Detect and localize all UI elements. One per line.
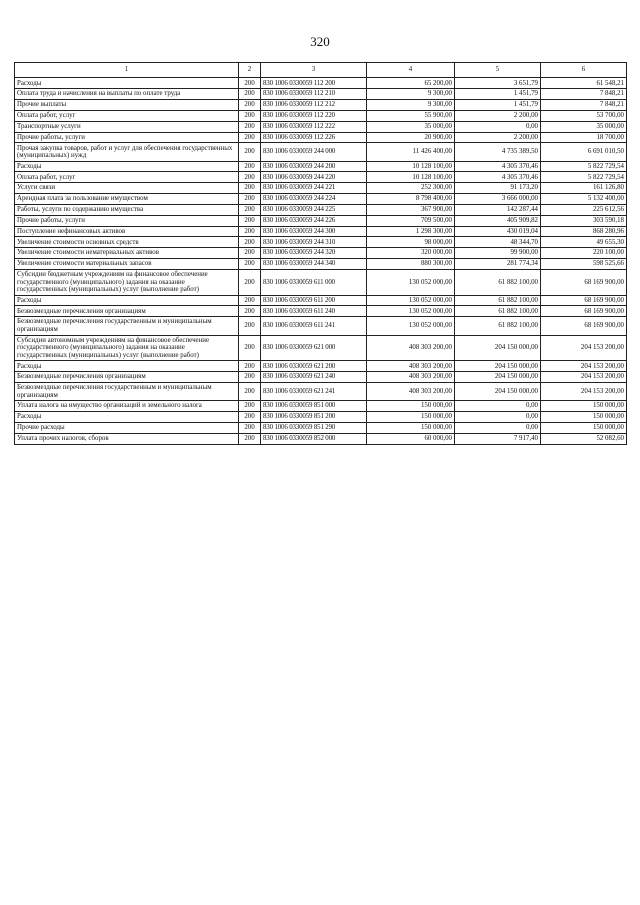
unexecuted-amount-cell: 204 153 200,00 [541, 382, 627, 400]
line-code-cell: 200 [239, 317, 261, 335]
approved-amount-cell: 10 128 100,00 [367, 172, 455, 183]
table-row [15, 194, 627, 205]
table-row [15, 248, 627, 259]
executed-amount-cell: 0,00 [455, 121, 541, 132]
row-name-cell: Субсидии бюджетным учреждениям на финансовое обеспечение государственного (муниципального) задания на оказание государственных (муниципальных) услуг (выполнение работ) [15, 269, 239, 295]
table-row [15, 183, 627, 194]
column-header: 5 [455, 63, 541, 78]
table-row [15, 204, 627, 215]
row-name-cell: Расходы [15, 78, 239, 89]
line-code-cell: 200 [239, 132, 261, 143]
approved-amount-cell: 60 000,00 [367, 433, 455, 444]
budget-code-cell: 830 1006 0330059 244 221 [261, 183, 367, 194]
row-name-cell: Прочая закупка товаров, работ и услуг для обеспечения государственных (муниципальных) нужд [15, 143, 239, 161]
table-row [15, 372, 627, 383]
approved-amount-cell: 408 303 200,00 [367, 361, 455, 372]
unexecuted-amount-cell: 220 100,00 [541, 248, 627, 259]
line-code-cell: 200 [239, 361, 261, 372]
unexecuted-amount-cell: 161 126,80 [541, 183, 627, 194]
line-code-cell: 200 [239, 121, 261, 132]
unexecuted-amount-cell: 204 153 200,00 [541, 372, 627, 383]
unexecuted-amount-cell: 204 153 200,00 [541, 335, 627, 361]
budget-code-cell: 830 1006 0330059 112 226 [261, 132, 367, 143]
approved-amount-cell: 130 052 000,00 [367, 306, 455, 317]
budget-code-cell: 830 1006 0330059 112 200 [261, 78, 367, 89]
table-body [15, 78, 627, 444]
unexecuted-amount-cell: 7 848,21 [541, 89, 627, 100]
unexecuted-amount-cell: 53 700,00 [541, 110, 627, 121]
row-name-cell: Увеличение стоимости материальных запасов [15, 259, 239, 270]
table-row [15, 433, 627, 444]
approved-amount-cell: 1 298 300,00 [367, 226, 455, 237]
approved-amount-cell: 150 000,00 [367, 401, 455, 412]
approved-amount-cell: 9 300,00 [367, 89, 455, 100]
line-code-cell: 200 [239, 295, 261, 306]
approved-amount-cell: 252 300,00 [367, 183, 455, 194]
unexecuted-amount-cell: 303 590,18 [541, 215, 627, 226]
unexecuted-amount-cell: 225 612,56 [541, 204, 627, 215]
table-row [15, 412, 627, 423]
budget-code-cell: 830 1006 0330059 851 000 [261, 401, 367, 412]
executed-amount-cell: 61 882 100,00 [455, 306, 541, 317]
line-code-cell: 200 [239, 372, 261, 383]
row-name-cell: Расходы [15, 295, 239, 306]
column-header: 4 [367, 63, 455, 78]
table-row [15, 89, 627, 100]
approved-amount-cell: 408 303 200,00 [367, 382, 455, 400]
executed-amount-cell: 3 666 000,00 [455, 194, 541, 205]
executed-amount-cell: 0,00 [455, 401, 541, 412]
unexecuted-amount-cell: 68 169 900,00 [541, 317, 627, 335]
line-code-cell: 200 [239, 226, 261, 237]
row-name-cell: Расходы [15, 161, 239, 172]
approved-amount-cell: 8 798 400,00 [367, 194, 455, 205]
table-row [15, 361, 627, 372]
approved-amount-cell: 408 303 200,00 [367, 335, 455, 361]
row-name-cell: Работы, услуги по содержанию имущества [15, 204, 239, 215]
unexecuted-amount-cell: 68 169 900,00 [541, 306, 627, 317]
unexecuted-amount-cell: 6 691 010,50 [541, 143, 627, 161]
row-name-cell: Оплата работ, услуг [15, 172, 239, 183]
approved-amount-cell: 65 200,00 [367, 78, 455, 89]
executed-amount-cell: 405 909,82 [455, 215, 541, 226]
line-code-cell: 200 [239, 172, 261, 183]
line-code-cell: 200 [239, 401, 261, 412]
table-row [15, 335, 627, 361]
budget-code-cell: 830 1006 0330059 112 222 [261, 121, 367, 132]
row-name-cell: Арендная плата за пользование имуществом [15, 194, 239, 205]
approved-amount-cell: 11 426 400,00 [367, 143, 455, 161]
line-code-cell: 200 [239, 78, 261, 89]
table-row [15, 401, 627, 412]
budget-code-cell: 830 1006 0330059 852 000 [261, 433, 367, 444]
table-row [15, 215, 627, 226]
unexecuted-amount-cell: 150 000,00 [541, 422, 627, 433]
approved-amount-cell: 320 000,00 [367, 248, 455, 259]
approved-amount-cell: 98 000,00 [367, 237, 455, 248]
line-code-cell: 200 [239, 183, 261, 194]
executed-amount-cell: 99 900,00 [455, 248, 541, 259]
row-name-cell: Расходы [15, 412, 239, 423]
table-row [15, 172, 627, 183]
row-name-cell: Безвозмездные перечисления государственным и муниципальным организациям [15, 317, 239, 335]
table-row [15, 226, 627, 237]
unexecuted-amount-cell: 5 822 729,54 [541, 161, 627, 172]
budget-code-cell: 830 1006 0330059 611 000 [261, 269, 367, 295]
budget-code-cell: 830 1006 0330059 244 300 [261, 226, 367, 237]
row-name-cell: Увеличение стоимости нематериальных активов [15, 248, 239, 259]
line-code-cell: 200 [239, 248, 261, 259]
row-name-cell: Оплата труда и начисления на выплаты по оплате труда [15, 89, 239, 100]
budget-code-cell: 830 1006 0330059 112 220 [261, 110, 367, 121]
row-name-cell: Субсидии автономным учреждениям на финансовое обеспечение государственного (муниципального) задания на оказание государственных (муниципальных) услуг (выполнение работ) [15, 335, 239, 361]
approved-amount-cell: 20 900,00 [367, 132, 455, 143]
executed-amount-cell: 142 287,44 [455, 204, 541, 215]
budget-code-cell: 830 1006 0330059 244 340 [261, 259, 367, 270]
budget-code-cell: 830 1006 0330059 611 200 [261, 295, 367, 306]
budget-code-cell: 830 1006 0330059 851 290 [261, 422, 367, 433]
executed-amount-cell: 2 200,00 [455, 132, 541, 143]
line-code-cell: 200 [239, 259, 261, 270]
table-row [15, 132, 627, 143]
table-row [15, 382, 627, 400]
table-row [15, 78, 627, 89]
unexecuted-amount-cell: 150 000,00 [541, 401, 627, 412]
approved-amount-cell: 150 000,00 [367, 412, 455, 423]
line-code-cell: 200 [239, 89, 261, 100]
unexecuted-amount-cell: 61 548,21 [541, 78, 627, 89]
line-code-cell: 200 [239, 110, 261, 121]
budget-code-cell: 830 1006 0330059 244 310 [261, 237, 367, 248]
line-code-cell: 200 [239, 143, 261, 161]
unexecuted-amount-cell: 150 000,00 [541, 412, 627, 423]
budget-code-cell: 830 1006 0330059 112 212 [261, 100, 367, 111]
row-name-cell: Безвозмездные перечисления организациям [15, 306, 239, 317]
budget-code-cell: 830 1006 0330059 112 210 [261, 89, 367, 100]
approved-amount-cell: 408 303 200,00 [367, 372, 455, 383]
executed-amount-cell: 1 451,79 [455, 100, 541, 111]
unexecuted-amount-cell: 7 848,21 [541, 100, 627, 111]
unexecuted-amount-cell: 598 525,66 [541, 259, 627, 270]
approved-amount-cell: 130 052 000,00 [367, 317, 455, 335]
unexecuted-amount-cell: 204 153 200,00 [541, 361, 627, 372]
executed-amount-cell: 61 882 100,00 [455, 269, 541, 295]
executed-amount-cell: 4 305 370,46 [455, 172, 541, 183]
executed-amount-cell: 204 150 000,00 [455, 361, 541, 372]
unexecuted-amount-cell: 49 655,30 [541, 237, 627, 248]
unexecuted-amount-cell: 5 822 729,54 [541, 172, 627, 183]
budget-code-cell: 830 1006 0330059 621 241 [261, 382, 367, 400]
table-row [15, 317, 627, 335]
row-name-cell: Безвозмездные перечисления государственным и муниципальным организациям [15, 382, 239, 400]
budget-execution-table [14, 62, 627, 445]
approved-amount-cell: 10 128 100,00 [367, 161, 455, 172]
executed-amount-cell: 204 150 000,00 [455, 335, 541, 361]
column-header: 2 [239, 63, 261, 78]
column-header: 1 [15, 63, 239, 78]
executed-amount-cell: 1 451,79 [455, 89, 541, 100]
table-row [15, 295, 627, 306]
table-row [15, 143, 627, 161]
budget-code-cell: 830 1006 0330059 244 320 [261, 248, 367, 259]
approved-amount-cell: 130 052 000,00 [367, 269, 455, 295]
row-name-cell: Расходы [15, 361, 239, 372]
row-name-cell: Прочие выплаты [15, 100, 239, 111]
unexecuted-amount-cell: 868 280,96 [541, 226, 627, 237]
table-row [15, 110, 627, 121]
executed-amount-cell: 281 774,34 [455, 259, 541, 270]
line-code-cell: 200 [239, 412, 261, 423]
executed-amount-cell: 4 305 370,46 [455, 161, 541, 172]
approved-amount-cell: 367 900,00 [367, 204, 455, 215]
page-number: 320 [310, 34, 330, 49]
table-row [15, 161, 627, 172]
row-name-cell: Прочие работы, услуги [15, 215, 239, 226]
row-name-cell: Поступление нефинансовых активов [15, 226, 239, 237]
line-code-cell: 200 [239, 100, 261, 111]
table-row [15, 306, 627, 317]
line-code-cell: 200 [239, 237, 261, 248]
executed-amount-cell: 61 882 100,00 [455, 295, 541, 306]
row-name-cell: Уплата налога на имущество организаций и земельного налога [15, 401, 239, 412]
approved-amount-cell: 55 900,00 [367, 110, 455, 121]
line-code-cell: 200 [239, 269, 261, 295]
table-row [15, 237, 627, 248]
budget-code-cell: 830 1006 0330059 244 225 [261, 204, 367, 215]
row-name-cell: Прочие расходы [15, 422, 239, 433]
budget-code-cell: 830 1006 0330059 244 224 [261, 194, 367, 205]
executed-amount-cell: 2 200,00 [455, 110, 541, 121]
line-code-cell: 200 [239, 161, 261, 172]
unexecuted-amount-cell: 52 082,60 [541, 433, 627, 444]
column-number-row [15, 63, 627, 78]
executed-amount-cell: 48 344,70 [455, 237, 541, 248]
table-row [15, 121, 627, 132]
approved-amount-cell: 709 500,00 [367, 215, 455, 226]
table-row [15, 100, 627, 111]
column-header: 6 [541, 63, 627, 78]
executed-amount-cell: 61 882 100,00 [455, 317, 541, 335]
budget-table-container [14, 62, 626, 445]
row-name-cell: Увеличение стоимости основных средств [15, 237, 239, 248]
executed-amount-cell: 430 019,04 [455, 226, 541, 237]
approved-amount-cell: 150 000,00 [367, 422, 455, 433]
executed-amount-cell: 4 735 389,50 [455, 143, 541, 161]
budget-code-cell: 830 1006 0330059 244 226 [261, 215, 367, 226]
budget-code-cell: 830 1006 0330059 621 240 [261, 372, 367, 383]
budget-code-cell: 830 1006 0330059 621 000 [261, 335, 367, 361]
budget-code-cell: 830 1006 0330059 244 000 [261, 143, 367, 161]
line-code-cell: 200 [239, 422, 261, 433]
budget-code-cell: 830 1006 0330059 851 200 [261, 412, 367, 423]
approved-amount-cell: 35 000,00 [367, 121, 455, 132]
executed-amount-cell: 0,00 [455, 412, 541, 423]
column-header: 3 [261, 63, 367, 78]
executed-amount-cell: 3 651,79 [455, 78, 541, 89]
budget-code-cell: 830 1006 0330059 244 220 [261, 172, 367, 183]
line-code-cell: 200 [239, 215, 261, 226]
line-code-cell: 200 [239, 204, 261, 215]
row-name-cell: Оплата работ, услуг [15, 110, 239, 121]
line-code-cell: 200 [239, 335, 261, 361]
row-name-cell: Услуги связи [15, 183, 239, 194]
budget-code-cell: 830 1006 0330059 611 240 [261, 306, 367, 317]
approved-amount-cell: 130 052 000,00 [367, 295, 455, 306]
executed-amount-cell: 7 917,40 [455, 433, 541, 444]
line-code-cell: 200 [239, 306, 261, 317]
unexecuted-amount-cell: 68 169 900,00 [541, 269, 627, 295]
executed-amount-cell: 91 173,20 [455, 183, 541, 194]
executed-amount-cell: 0,00 [455, 422, 541, 433]
line-code-cell: 200 [239, 382, 261, 400]
row-name-cell: Уплата прочих налогов, сборов [15, 433, 239, 444]
approved-amount-cell: 9 300,00 [367, 100, 455, 111]
budget-code-cell: 830 1006 0330059 611 241 [261, 317, 367, 335]
table-row [15, 269, 627, 295]
table-row [15, 422, 627, 433]
executed-amount-cell: 204 150 000,00 [455, 382, 541, 400]
approved-amount-cell: 880 300,00 [367, 259, 455, 270]
unexecuted-amount-cell: 35 000,00 [541, 121, 627, 132]
budget-code-cell: 830 1006 0330059 244 200 [261, 161, 367, 172]
line-code-cell: 200 [239, 433, 261, 444]
unexecuted-amount-cell: 18 700,00 [541, 132, 627, 143]
row-name-cell: Транспортные услуги [15, 121, 239, 132]
row-name-cell: Прочие работы, услуги [15, 132, 239, 143]
line-code-cell: 200 [239, 194, 261, 205]
budget-code-cell: 830 1006 0330059 621 200 [261, 361, 367, 372]
unexecuted-amount-cell: 5 132 400,00 [541, 194, 627, 205]
row-name-cell: Безвозмездные перечисления организациям [15, 372, 239, 383]
executed-amount-cell: 204 150 000,00 [455, 372, 541, 383]
table-row [15, 259, 627, 270]
unexecuted-amount-cell: 68 169 900,00 [541, 295, 627, 306]
